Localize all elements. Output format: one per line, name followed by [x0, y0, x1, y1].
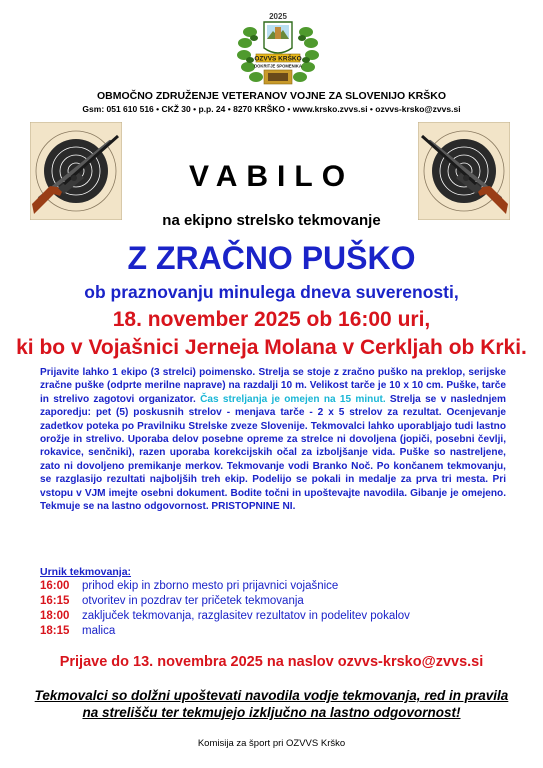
- notice-line-2: na strelišču ter tekmujejo izključno na lastno odgovornost!: [82, 705, 461, 720]
- rules-text-part1: Prijavite lahko 1 ekipo (3 strelci) poimensko. Strelja se stoje z zračno puško na preklop, serijske zračne puške (odprte merilne naprave) na razdalji 10 m. Velikost tarče je 10 x 10 cm. Puške, tarče in strelivo zagotovi organizator.: [40, 367, 506, 405]
- venue-line: ki bo v Vojašnici Jerneja Molana v Cerkljah ob Krki.: [16, 336, 527, 359]
- organization-name: OBMOČNO ZDRUŽENJE VETERANOV VOJNE ZA SLOVENIJO KRŠKO: [96, 90, 447, 102]
- schedule-desc: zaključek tekmovanja, razglasitev rezultatov in podelitev pokalov: [82, 610, 410, 622]
- schedule-list: [40, 579, 410, 639]
- logo-banner: OZVVS KRŠKO: [254, 55, 302, 63]
- occasion-line: ob praznovanju minulega dneva suverenosti,: [84, 282, 459, 302]
- time-limit-highlight: Čas streljanja je omejen na 15 minut.: [200, 393, 386, 405]
- schedule-desc: malica: [82, 625, 116, 637]
- invitation-subtitle: na ekipno strelsko tekmovanje: [162, 212, 381, 229]
- event-title: Z ZRAČNO PUŠKO: [127, 240, 416, 276]
- schedule-desc: prihod ekip in zborno mesto pri prijavnici vojašnice: [82, 580, 339, 592]
- schedule-time: 16:15: [40, 595, 70, 607]
- schedule-item: [40, 609, 410, 624]
- schedule-time: 18:00: [40, 610, 70, 622]
- footer-signature: Komisija za šport pri OZVVS Krško: [197, 738, 346, 749]
- invitation-title: VABILO: [188, 160, 355, 193]
- schedule-item: [40, 579, 410, 594]
- schedule-title: Urnik tekmovanja:: [40, 566, 132, 578]
- schedule-time: 16:00: [40, 580, 70, 592]
- registration-deadline: Prijave do 13. novembra 2025 na naslov ozvvs-krsko@zvvs.si: [59, 654, 484, 670]
- schedule-time: 18:15: [40, 625, 70, 637]
- schedule-item: [40, 624, 410, 639]
- schedule-item: [40, 594, 410, 609]
- date-line: 18. november 2025 ob 16:00 uri,: [112, 308, 431, 331]
- responsibility-notice: [0, 687, 543, 721]
- ozvvs-logo: [236, 10, 320, 90]
- rules-paragraph: [40, 366, 506, 513]
- logo-caption: DOKRITJE SPOMENIKA: [254, 63, 302, 69]
- logo-year: 2025: [269, 12, 287, 21]
- notice-line-1: Tekmovalci so dolžni upoštevati navodila vodje tekmovanja, red in pravila: [34, 688, 509, 703]
- contact-line: Gsm: 051 610 516 • CKŽ 30 • p.p. 24 • 8270 KRŠKO • www.krsko.zvvs.si • ozvvs-krsko@zvvs.si: [82, 104, 461, 114]
- rules-text-part2: Strelja se v naslednjem zaporedju: pet (5) poskusnih strelov - menjava tarče - 2 x 5 strelov za rezultat. Ocenjevanje zadetkov poteka po Pravilniku Strelske zveze Slovenije. Tekmovalci lahko uporabljajo tudi lastno orožje in strelivo. Uporaba delov posebne opreme za strelce ni dovoljena (jopiči, posebni čevlji, rokavice, senčniki), razen uporaba korekcijskih očal za izboljšanje vida. Puške so nastreljene, zato ni dovoljeno premikanje merkov. Tekmovanje vodi Branko Noč. Po končanem tekmovanju, se razglasijo rezultati najboljših treh ekip. Podelijo se pokali in medalje za prva tri mesta. Pri vstopu v VJM imejte osebni dokument. Bodite točni in upoštevajte navodila. Gibanje je omejeno. Tekmuje se na lastno odgovornost. PRISTOPNINE NI.: [40, 393, 506, 513]
- schedule-desc: otvoritev in pozdrav ter pričetek tekmovanja: [82, 595, 304, 607]
